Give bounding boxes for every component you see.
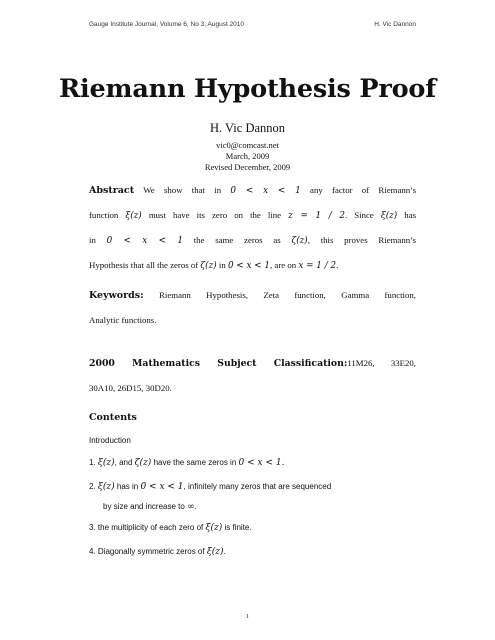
running-head — [89, 21, 416, 28]
submission-date: March, 2009 — [225, 151, 270, 161]
msc-classification — [89, 351, 416, 400]
toc-item-4: 4. Diagonally symmetric zeros of ξ(z). — [89, 547, 226, 557]
keywords — [89, 283, 416, 332]
msc-line-1: 2000 Mathematics Subject Classification:11M26, 33E20, — [89, 358, 416, 369]
revised-date: Revised December, 2009 — [204, 162, 291, 172]
running-head-author: H. Vic Dannon — [374, 21, 416, 28]
author-name: H. Vic Dannon — [209, 121, 286, 135]
msc-label: 2000 Mathematics Subject Classification: — [89, 358, 348, 369]
author-email: vic0@comcast.net — [216, 140, 279, 150]
toc-item-3: 3. the multiplicity of each zero of ξ(z) is finite. — [89, 523, 252, 533]
toc-item-1: 1. ξ(z), and ζ(z) have the same zeros in 0 < x < 1. — [89, 458, 285, 468]
abstract-label: Abstract — [89, 185, 135, 196]
contents-heading: Contents — [89, 412, 137, 423]
abstract — [89, 178, 416, 278]
keywords-line-2: Analytic functions. — [89, 315, 157, 325]
keywords-line-1: Keywords: Riemann Hypothesis, Zeta function, Gamma function, — [89, 290, 417, 301]
paper-title: Riemann Hypothesis Proof — [59, 74, 436, 104]
msc-line-2: 30A10, 26D15, 30D20. — [89, 383, 172, 393]
journal-citation: Gauge Institute Journal, Volume 6, No 3, August 2010 — [89, 21, 245, 28]
page-number: 1 — [245, 613, 250, 620]
keywords-label: Keywords: — [89, 290, 144, 301]
abstract-line-2: function ξ(z) must have its zero on the line z = 1 / 2. Since ξ(z) has — [89, 210, 416, 221]
toc-item-2-continued: by size and increase to ∞. — [103, 502, 197, 512]
toc-introduction: Introduction — [89, 436, 131, 445]
abstract-line-1: Abstract We show that in 0 < x < 1 any factor of Riemann’s — [89, 185, 417, 196]
abstract-line-4: Hypothesis that all the zeros of ζ(z) in 0 < x < 1, are on x = 1 / 2. — [89, 260, 339, 271]
abstract-line-3: in 0 < x < 1 the same zeros as ζ(z), this proves Riemann’s — [89, 235, 416, 246]
toc-item-2: 2. ξ(z) has in 0 < x < 1, infinitely many zeros that are sequenced — [89, 482, 332, 492]
